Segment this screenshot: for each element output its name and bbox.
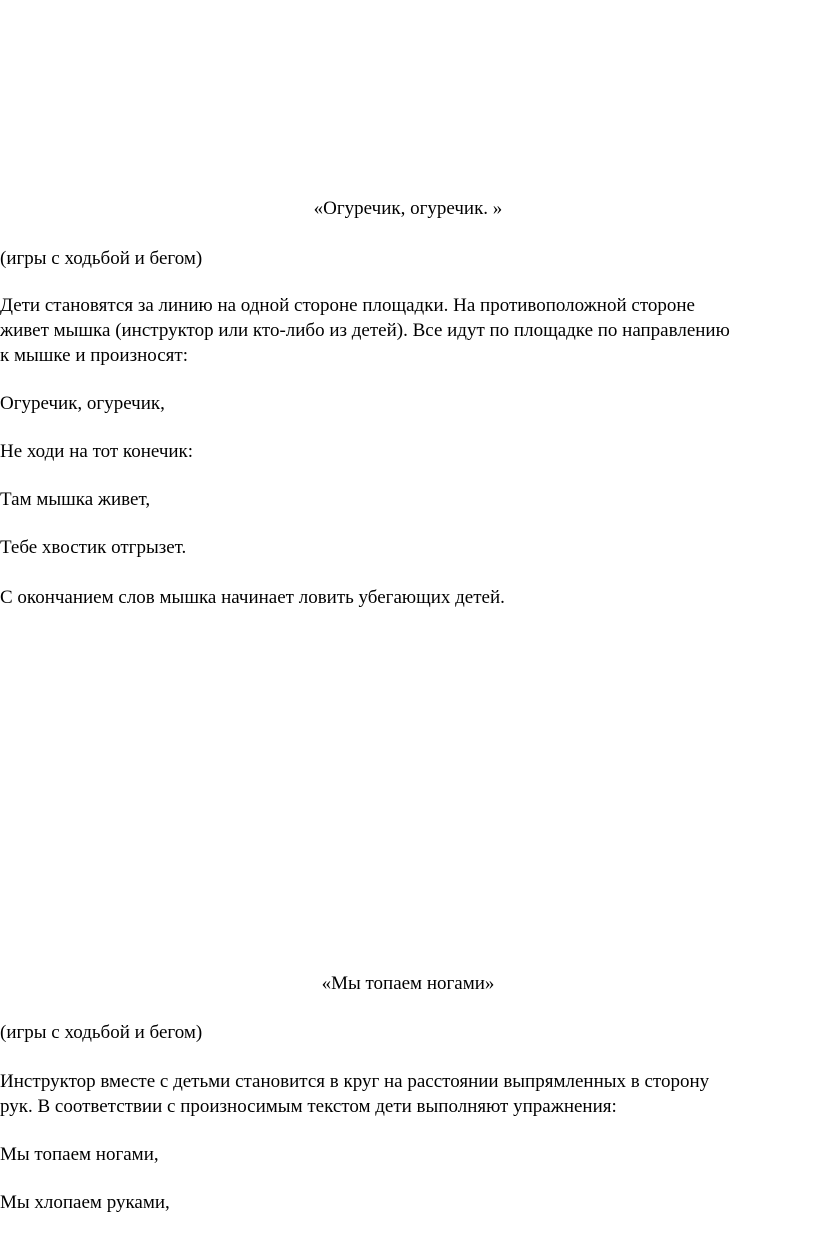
game-subtitle-2: (игры с ходьбой и бегом) (0, 1022, 203, 1043)
game-title-2: «Мы топаем ногами» (321, 973, 495, 994)
verse-line: Не ходи на тот конечик: (0, 441, 194, 462)
game-ending-1: С окончанием слов мышка начинает ловить убегающих детей. (0, 587, 505, 608)
verse-line: Мы хлопаем руками, (0, 1192, 170, 1213)
verse-line: Там мышка живет, (0, 489, 151, 510)
description-line: живет мышка (инструктор или кто-либо из детей). Все идут по площадке по направлению (0, 320, 730, 341)
game-description-2 (0, 1069, 814, 1119)
verse-line: Мы топаем ногами, (0, 1144, 159, 1165)
game-subtitle-1: (игры с ходьбой и бегом) (0, 248, 203, 269)
verse-line: Тебе хвостик отгрызет. (0, 537, 187, 558)
description-line: Инструктор вместе с детьми становится в круг на расстоянии выпрямленных в сторону (0, 1071, 710, 1092)
description-line: рук. В соответствии с произносимым текстом дети выполняют упражнения: (0, 1096, 617, 1117)
verse-line: Огуречик, огуречик, (0, 393, 165, 414)
game-description-1 (0, 293, 814, 368)
game-title-1: «Огуречик, огуречик. » (313, 198, 503, 219)
description-line: к мышке и произносят: (0, 345, 188, 366)
description-line: Дети становятся за линию на одной стороне площадки. На противоположной стороне (0, 295, 695, 316)
